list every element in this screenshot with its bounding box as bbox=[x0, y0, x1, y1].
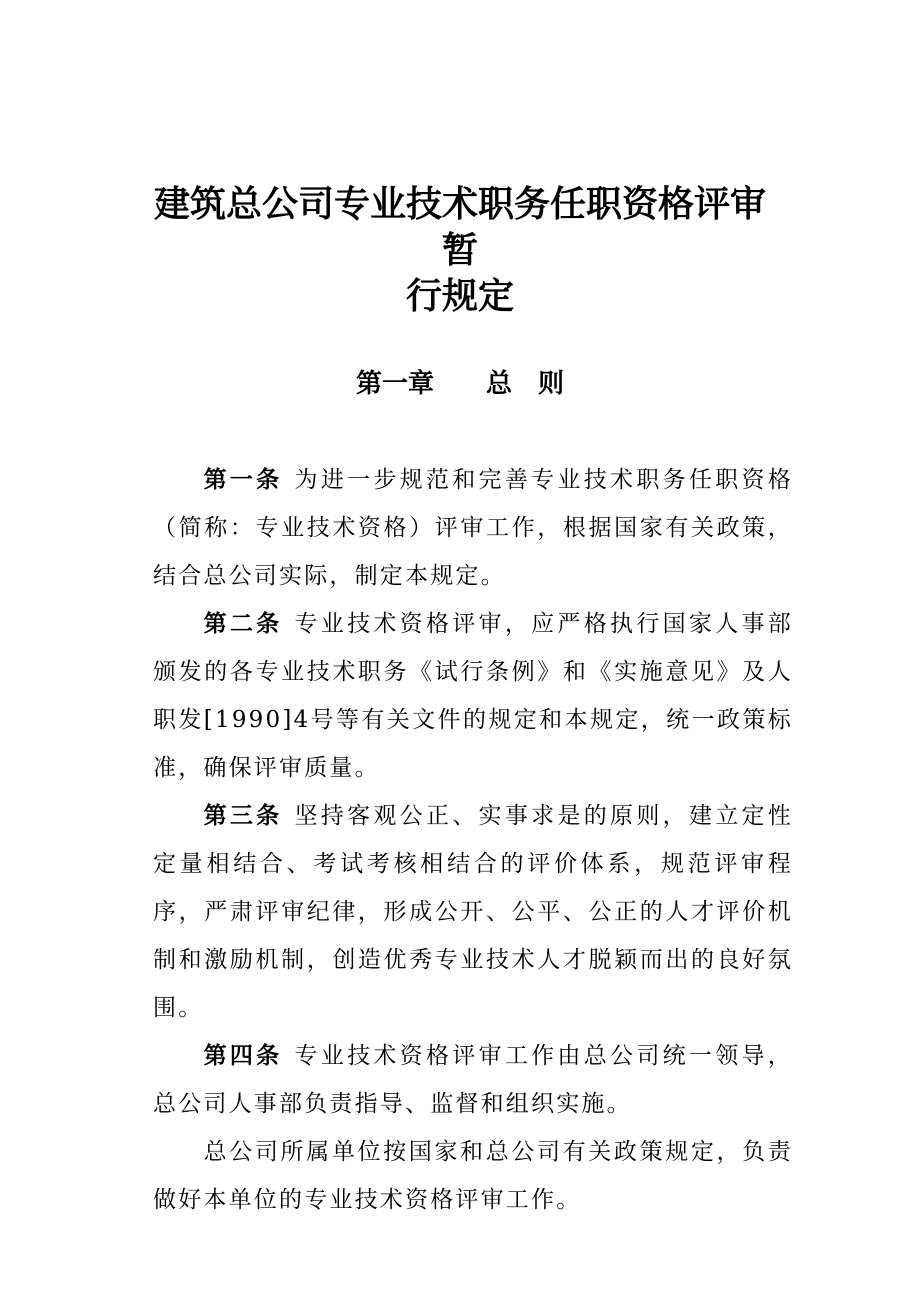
article-paragraph-4 bbox=[153, 1032, 793, 1128]
article-paragraph-3 bbox=[153, 792, 793, 1032]
document-title bbox=[140, 182, 780, 320]
article-number: 第四条 bbox=[203, 1043, 283, 1069]
article-text: 为进一步规范和完善专业技术职务任职资格（简称：专业技术资格）评审工作，根据国家有关政策，结合总公司实际，制定本规定。 bbox=[153, 467, 793, 589]
article-text: 专业技术资格评审工作由总公司统一领导，总公司人事部负责指导、监督和组织实施。 bbox=[153, 1043, 793, 1117]
article-text: 坚持客观公正、实事求是的原则，建立定性定量相结合、考试考核相结合的评价体系，规范评审程序，严肃评审纪律，形成公开、公平、公正的人才评价机制和激励机制，创造优秀专业技术人才脱颖而出的良好氛围。 bbox=[153, 803, 793, 1021]
article-number: 第二条 bbox=[203, 611, 283, 637]
chapter-heading: 第一章 总 则 bbox=[355, 369, 564, 399]
document-title-line-2: 行规定 bbox=[405, 276, 514, 317]
document-title-line-1: 建筑总公司专业技术职务任职资格评审暂 bbox=[153, 184, 766, 271]
article-paragraph-2 bbox=[153, 600, 793, 792]
document-body bbox=[153, 456, 793, 1224]
article-text: 总公司所属单位按国家和总公司有关政策规定，负责做好本单位的专业技术资格评审工作。 bbox=[153, 1139, 793, 1213]
article-paragraph-1 bbox=[153, 456, 793, 600]
article-paragraph-4-continued bbox=[153, 1128, 793, 1224]
article-text: 专业技术资格评审，应严格执行国家人事部颁发的各专业技术职务《试行条例》和《实施意见》及人职发[1990]4号等有关文件的规定和本规定，统一政策标准，确保评审质量。 bbox=[153, 611, 793, 781]
article-number: 第三条 bbox=[203, 803, 283, 829]
article-number: 第一条 bbox=[203, 467, 283, 493]
